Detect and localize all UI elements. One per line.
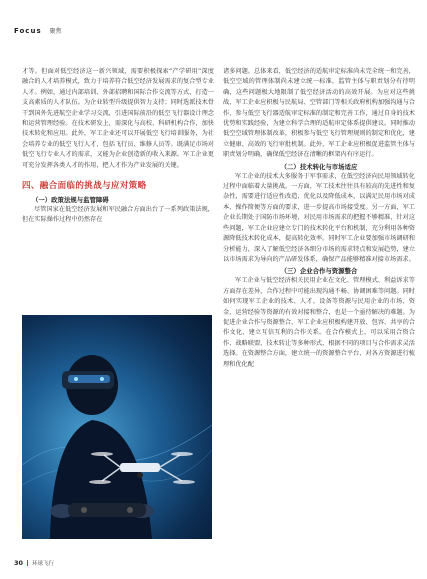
vr-drone-photo	[22, 315, 212, 539]
right-paragraph-1: 诸多问题。总体来看，低空经济的适航审定标准尚未完全统一和完善，低空空域的管理体制尚未建立统一标准，监管主体与职责划分有待明确，这些问题极大地限制了低空经济活动的高效开展。为应对这些挑战，军工企业应积极与民航局、空管部门等相关政府机构加强沟通与合作，参与低空飞行器适航审定标准的制定和完善工作，通过自身的技术优势和实践经验，为建立科学合理的适航审定体系提供建议。同时推动低空空域管理体制改革，积极参与低空飞行管理规则的制定和优化，建立健康、高效的飞行审批机制。此外，军工企业应积极促进监管主体与职责划分明确，确保低空经济在清晰的框架内有序运行。	[223, 68, 415, 159]
magazine-name: 环球飞行	[32, 561, 55, 567]
page-footer	[14, 559, 54, 567]
page-number: 30	[14, 559, 24, 567]
left-column	[22, 67, 214, 226]
section-label-cn: 聚焦	[49, 28, 62, 35]
left-paragraph-1: 才等。但面对低空经济这一新兴领域，需要积极探索“产学研用”深度融合的人才培养模式，致力于培养符合低空经济发展需求的复合型专业人才。例如，通过内部培训、外部招聘和国际合作交流等方式，打造一支高素质的人才队伍。为企业转型升级提供智力支持；同时选派技术骨干到国外先进航空企业学习交流，引进国际前沿的低空飞行器设计理念和运营管理经验。在技术研发上，需深化与高校、科研机构合作，加快技术转化和应用。此外，军工企业还可以开展低空飞行培训服务，为社会培养专业的低空飞行人才，包括飞行员、维修人员等。既满足市场对低空飞行专业人才的需求，又能为企业创造新的收入来源。军工企业更可充分发挥各类人才的作用，把人才作为产业发展的关键。	[22, 68, 214, 169]
right-paragraph-2: 军工企业的技术大多服务于军事需求，在低空经济向民用领域转化过程中面临着大量挑战。一方面，军工技术往往具有较高的先进性和复杂性，需要进行适应性改造、优化以及降低成本，以满足民用市场对成本、操作简便等方面的要求，进一步提高市场接受度。另一方面，军工企业长期处于国防市场环境，对民用市场需求的把握不够精准，针对这些问题，军工企业应建立专门的技术转化平台和机制，充分利用各种资源降低技术转化成本，提高转化效率。同时军工企业要加强市场调研和分析能力，深入了解低空经济各细分市场的需求特点和发展趋势，建立以市场需求为导向的产品研发体系，确保产品能够精准对接市场需求。	[223, 172, 415, 263]
section-label-en: Focus	[14, 27, 42, 35]
page-header	[14, 26, 62, 35]
section-4-title: 四、融合面临的挑战与应对策略	[22, 181, 147, 192]
subsection-1-title: （一）政策法规与监管障碍	[32, 196, 109, 205]
subsection-3-title: （三）企业合作与资源整合	[280, 267, 358, 276]
footer-divider	[27, 560, 28, 566]
photo-illustration	[22, 315, 212, 539]
right-paragraph-3: 军工企业与低空经济相关民用企业在文化、管理模式、利益诉求等方面存在差异，合作过程中可能出现沟通不畅、协调困难等问题。同时如何实现军工企业的技术、人才、设备等资源与民用企业的市场、资金、运营经验等资源的有效对接和整合，也是一个亟待解决的难题。为促进企业合作与资源整合，军工企业应积极构建开放、包容、共享的合作文化，建立互信互利的合作关系。在合作模式上，可以采用合资合作、战略联盟、技术转让等多种形式，根据不同的项目与合作需求灵活选择。在资源整合方面，建立统一的资源整合平台，对各方资源进行梳理和优化配	[223, 277, 415, 368]
subsection-2-title: （二）技术转化与市场适应	[280, 162, 358, 171]
left-paragraph-2: 尽管国家在低空经济发展和军民融合方面出台了一系列政策法规，但在实际操作过程中仍然存在	[22, 206, 214, 224]
right-column	[223, 67, 415, 370]
